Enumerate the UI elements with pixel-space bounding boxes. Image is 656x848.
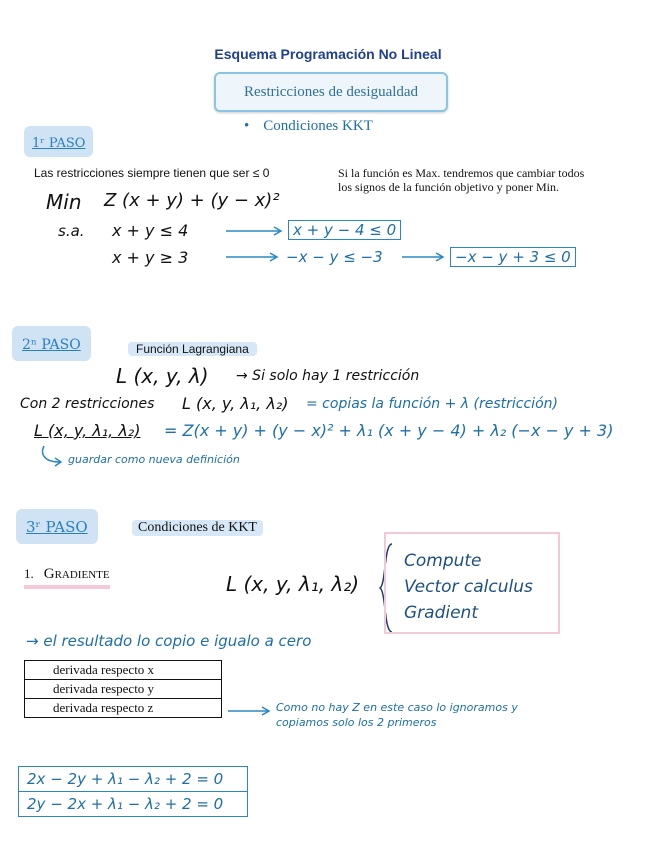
- z-note: [276, 700, 518, 730]
- table-row: [25, 661, 222, 680]
- step3-heading: Condiciones de KKT: [132, 520, 263, 536]
- max-note: [338, 166, 584, 194]
- step2-heading: Función Lagrangiana: [128, 342, 257, 356]
- constraint-1: x + y ≤ 4: [112, 221, 189, 240]
- restriction-note: Las restricciones siempre tienen que ser ≤ 0: [34, 166, 270, 180]
- lagrangian-full-lhs: L (x, y, λ₁, λ₂): [34, 421, 141, 440]
- lagrangian-full-rhs: = Z(x + y) + (y − x)² + λ₁ (x + y − 4) + λ₂ (−x − y + 3): [164, 421, 614, 440]
- menu-item-vector-calculus: Vector calculus: [404, 577, 533, 597]
- step2-label: 2ⁿ PASO: [22, 337, 81, 353]
- result-note: → el resultado lo copio e igualo a cero: [26, 632, 312, 650]
- menu-item-gradient: Gradient: [404, 603, 478, 623]
- kkt-bullet-text: Condiciones KKT: [263, 118, 373, 134]
- table-row: [25, 680, 222, 699]
- step3-tag: [16, 509, 98, 544]
- two-restrictions-note: = copias la función + λ (restricción): [306, 396, 558, 412]
- step1-label: 1ʳ PASO: [32, 136, 86, 151]
- step2-tag: [12, 326, 91, 361]
- arrow-icon: [224, 250, 284, 264]
- menu-item-compute: Compute: [404, 551, 482, 571]
- gradient-lagrangian: L (x, y, λ₁, λ₂): [226, 572, 360, 596]
- menu-path: [404, 548, 533, 626]
- max-note-line2: los signos de la función objetivo y poner Min.: [338, 180, 559, 194]
- arrow-icon: [224, 224, 288, 238]
- page-title: Esquema Programación No Lineal: [214, 46, 442, 62]
- kkt-bullet: • Condiciones KKT: [244, 118, 373, 134]
- derivatives-table: [24, 660, 222, 718]
- save-note: guardar como nueva definición: [68, 453, 240, 466]
- subtitle-text: Restricciones de desigualdad: [243, 83, 419, 100]
- table-row: [25, 699, 222, 718]
- gradient-number: 1.: [24, 566, 34, 581]
- single-note: → Si solo hay 1 restricción: [236, 368, 420, 384]
- constraint-1-boxed: x + y − 4 ≤ 0: [288, 220, 401, 240]
- arrow-icon: [400, 250, 450, 264]
- kkt-equation-1: 2x − 2y + λ₁ − λ₂ + 2 = 0: [19, 767, 247, 792]
- table-cell: derivada respecto x: [25, 661, 222, 680]
- objective-function: Z (x + y) + (y − x)²: [104, 190, 280, 211]
- constraint-2-boxed: −x − y + 3 ≤ 0: [450, 247, 576, 267]
- min-label: Min: [46, 190, 82, 214]
- kkt-equations-box: [18, 766, 248, 817]
- kkt-equation-2: 2y − 2x + λ₁ − λ₂ + 2 = 0: [27, 795, 224, 813]
- sa-label: s.a.: [58, 222, 85, 240]
- constraint-2: x + y ≥ 3: [112, 248, 189, 267]
- max-note-line1: Si la función es Max. tendremos que cambiar todos: [338, 166, 585, 180]
- step1-tag: [24, 126, 93, 157]
- lagrangian-two: L (x, y, λ₁, λ₂): [182, 394, 289, 413]
- constraint-2-transformed: −x − y ≤ −3: [286, 248, 383, 266]
- lagrangian-single: L (x, y, λ): [116, 364, 209, 388]
- gradient-label: Gradiente: [43, 566, 110, 582]
- curved-arrow-icon: [38, 444, 68, 468]
- table-cell: derivada respecto y: [25, 680, 222, 699]
- gradient-heading: [24, 566, 110, 589]
- z-note-line1: Como no hay Z en este caso lo ignoramos y: [276, 701, 518, 714]
- two-restrictions-label: Con 2 restricciones: [20, 396, 155, 412]
- step3-label: 3ʳ PASO: [26, 518, 88, 536]
- z-note-line2: copiamos solo los 2 primeros: [276, 716, 437, 729]
- arrow-icon: [226, 704, 276, 718]
- subtitle-box: [214, 72, 448, 112]
- table-cell: derivada respecto z: [25, 699, 222, 718]
